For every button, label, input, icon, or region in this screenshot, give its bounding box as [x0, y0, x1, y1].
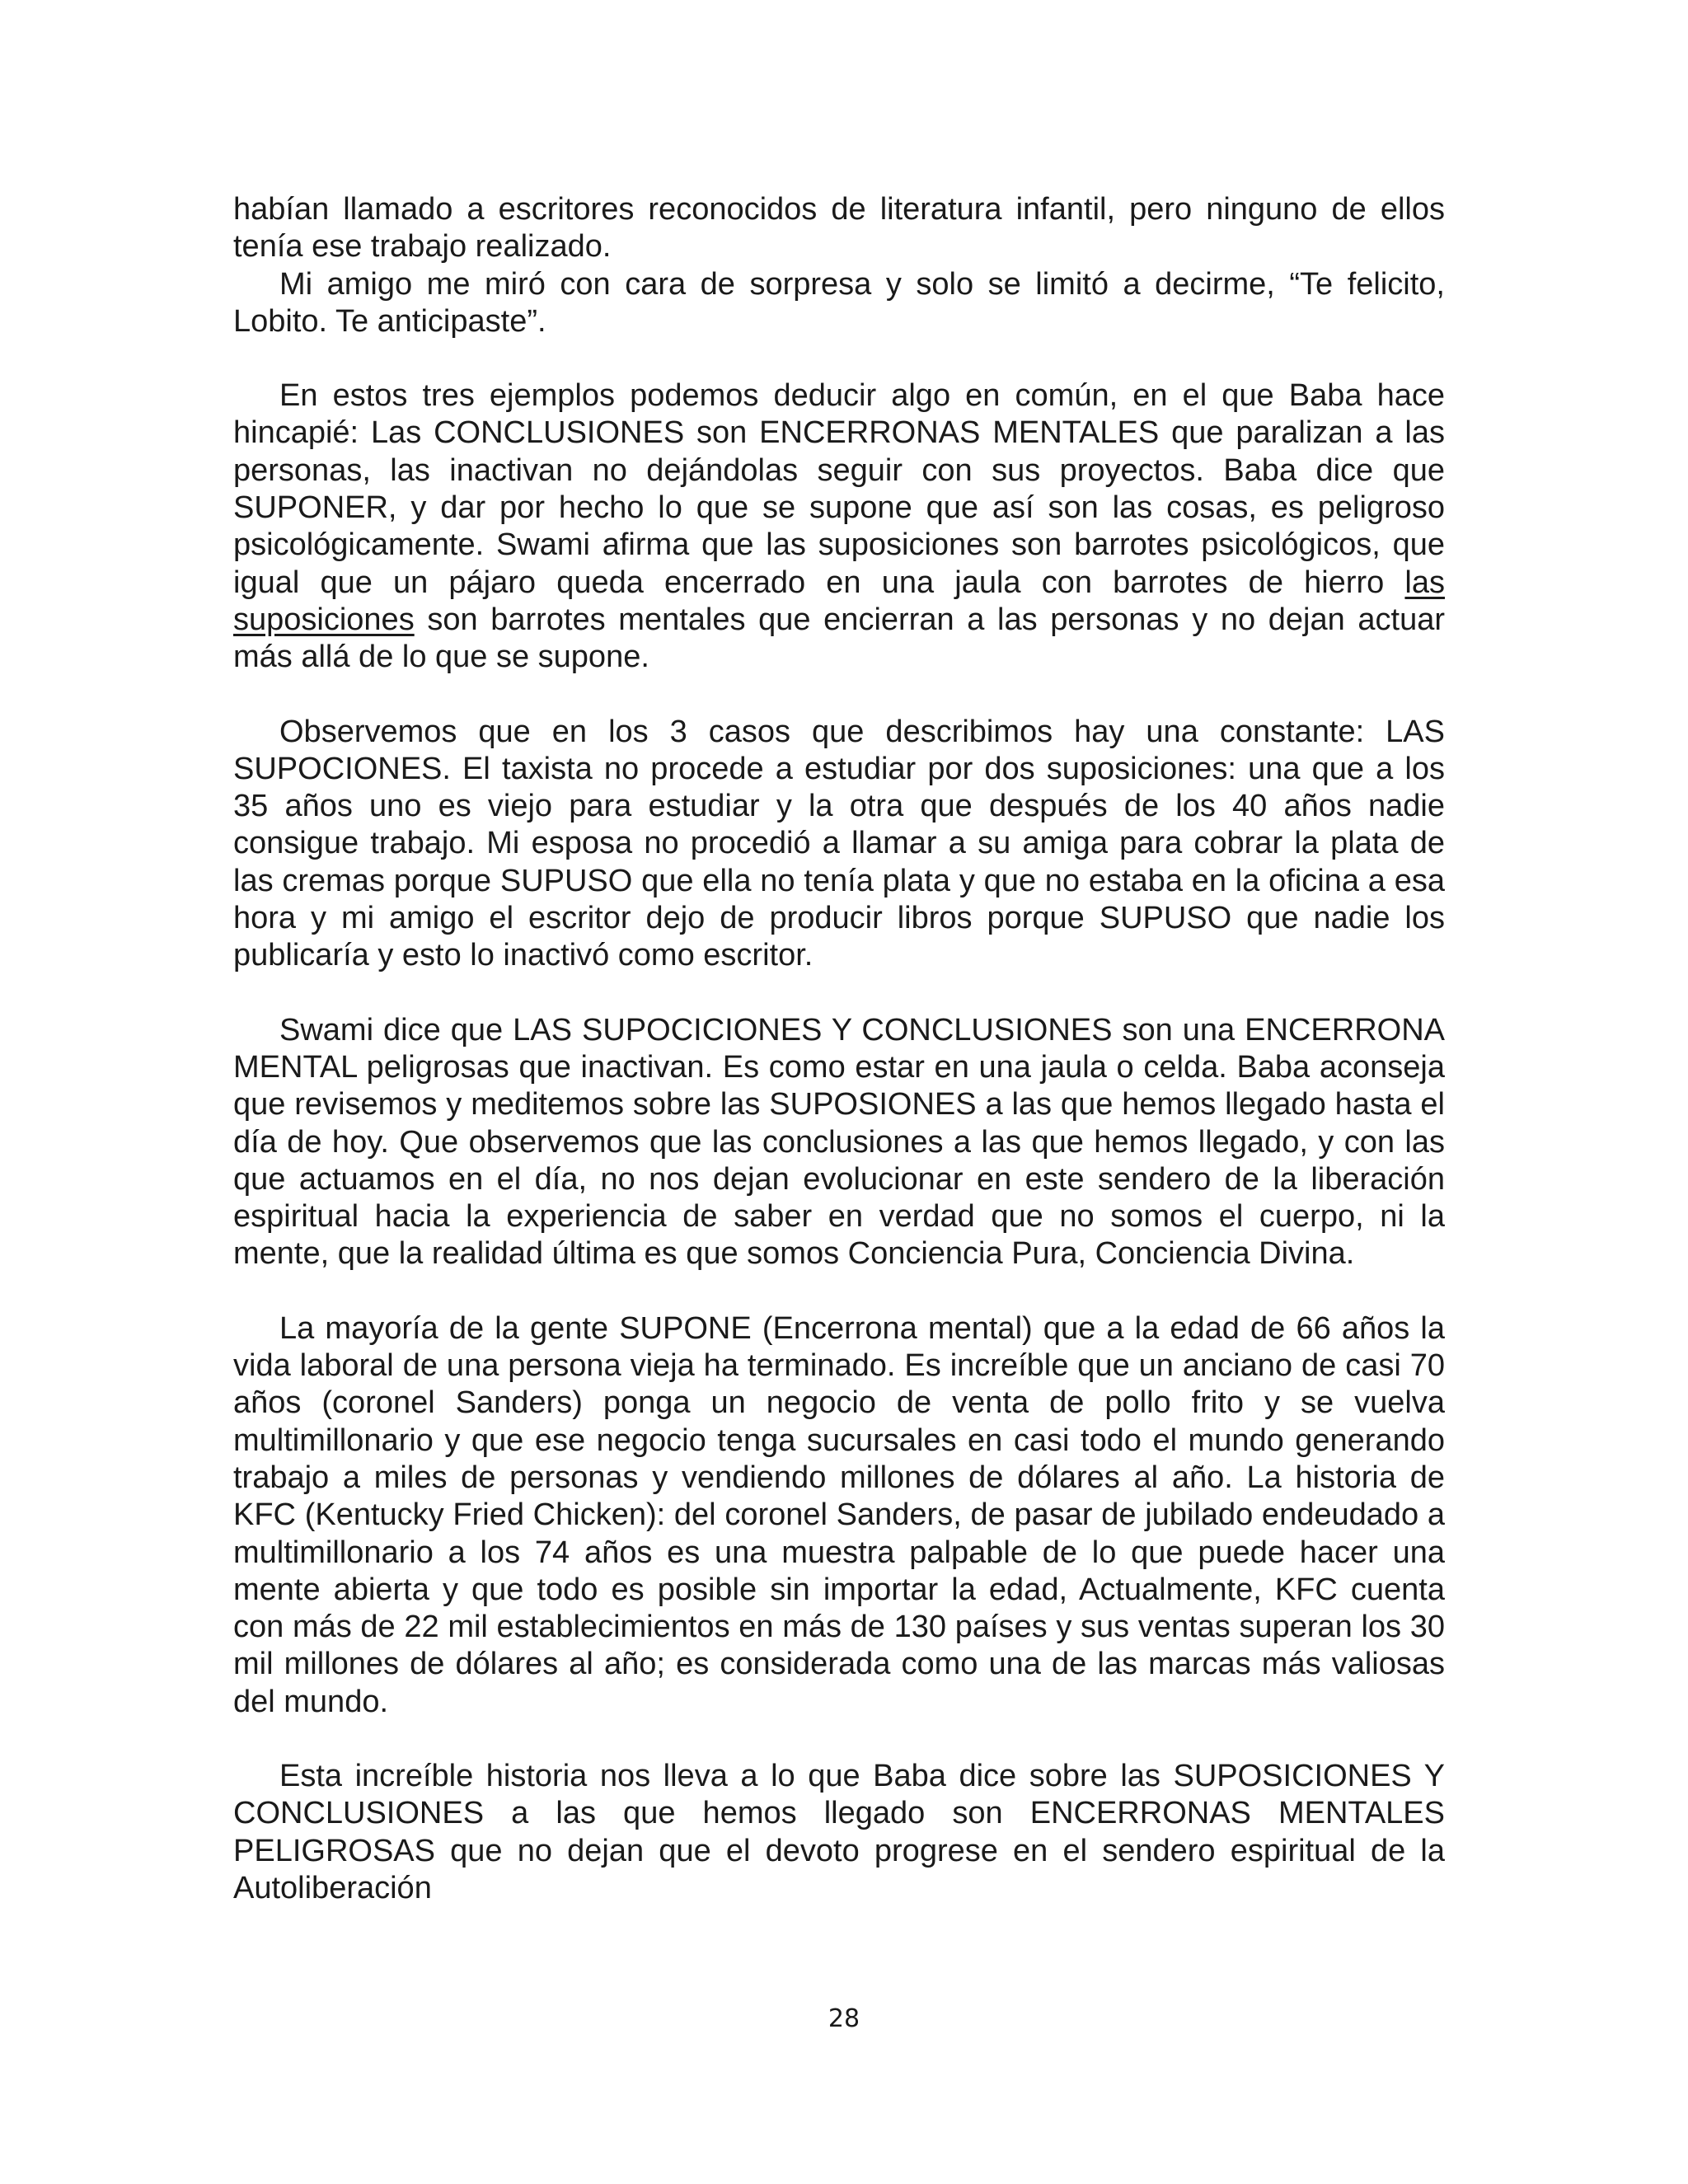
paragraph-1: habían llamado a escritores reconocidos de literatura infantil, pero ninguno de ellos tenía ese trabajo realizado.	[233, 192, 1445, 265]
paragraph-3-text-start: En estos tres ejemplos podemos deducir algo en común, en el que Baba hace hincapié: Las CONCLUSIONES son ENCERRONAS MENTALES que paralizan a las personas, las inactivan no dejándolas seguir con sus proyectos. Baba dice que SUPONER, y dar por hecho lo que se supone que así son las cosas, es peligroso psicológicamente. Swami afirma que las suposiciones son barrotes psicológicos, que igual que un pájaro queda encerrado en una jaula con barrotes de hierro	[233, 378, 1445, 600]
paragraph-5: Swami dice que LAS SUPOCICIONES Y CONCLUSIONES son una ENCERRONA MENTAL peligrosas que inactivan. Es como estar en una jaula o celda. Baba aconseja que revisemos y meditemos sobre las SUPOSIONES a las que hemos llegado hasta el día de hoy. Que observemos que las conclusiones a las que hemos llegado, y con las que actuamos en el día, no nos dejan evolucionar en este sendero de la liberación espiritual hacia la experiencia de saber en verdad que no somos el cuerpo, ni la mente, que la realidad última es que somos Conciencia Pura, Conciencia Divina.	[233, 1012, 1445, 1272]
page-number: 28	[828, 2004, 860, 2033]
paragraph-7: Esta increíble historia nos lleva a lo que Baba dice sobre las SUPOSICIONES Y CONCLUSIONES a las que hemos llegado son ENCERRONAS MENTALES PELIGROSAS que no dejan que el devoto progrese en el sendero espiritual de la Autoliberación	[233, 1758, 1445, 1905]
paragraph-2: Mi amigo me miró con cara de sorpresa y solo se limitó a decirme, “Te felicito, Lobito. Te anticipaste”.	[233, 266, 1445, 339]
body-text	[233, 191, 1445, 1907]
paragraph-6: La mayoría de la gente SUPONE (Encerrona mental) que a la edad de 66 años la vida laboral de una persona vieja ha terminado. Es increíble que un anciano de casi 70 años (coronel Sanders) ponga un negocio de venta de pollo frito y se vuelva multimillonario y que ese negocio tenga sucursales en casi todo el mundo generando trabajo a miles de personas y vendiendo millones de dólares al año. La historia de KFC (Kentucky Fried Chicken): del coronel Sanders, de pasar de jubilado endeudado a multimillonario a los 74 años es una muestra palpable de lo que puede hacer una mente abierta y que todo es posible sin importar la edad, Actualmente, KFC cuenta con más de 22 mil establecimientos en más de 130 países y sus ventas superan los 30 mil millones de dólares al año; es considerada como una de las marcas más valiosas del mundo.	[233, 1310, 1445, 1719]
underlined-phrase: las suposiciones	[233, 565, 1445, 637]
paragraph-4: Observemos que en los 3 casos que describimos hay una constante: LAS SUPOCIONES. El taxista no procede a estudiar por dos suposiciones: una que a los 35 años uno es viejo para estudiar y la otra que después de los 40 años nadie consigue trabajo. Mi esposa no procedió a llamar a su amiga para cobrar la plata de las cremas porque SUPUSO que ella no tenía plata y que no estaba en la oficina a esa hora y mi amigo el escritor dejo de producir libros porque SUPUSO que nadie los publicaría y esto lo inactivó como escritor.	[233, 714, 1445, 973]
paragraph-3-text-end: son barrotes mentales que encierran a las personas y no dejan actuar más allá de lo que se supone.	[233, 602, 1445, 675]
paragraph-3	[233, 377, 1445, 676]
